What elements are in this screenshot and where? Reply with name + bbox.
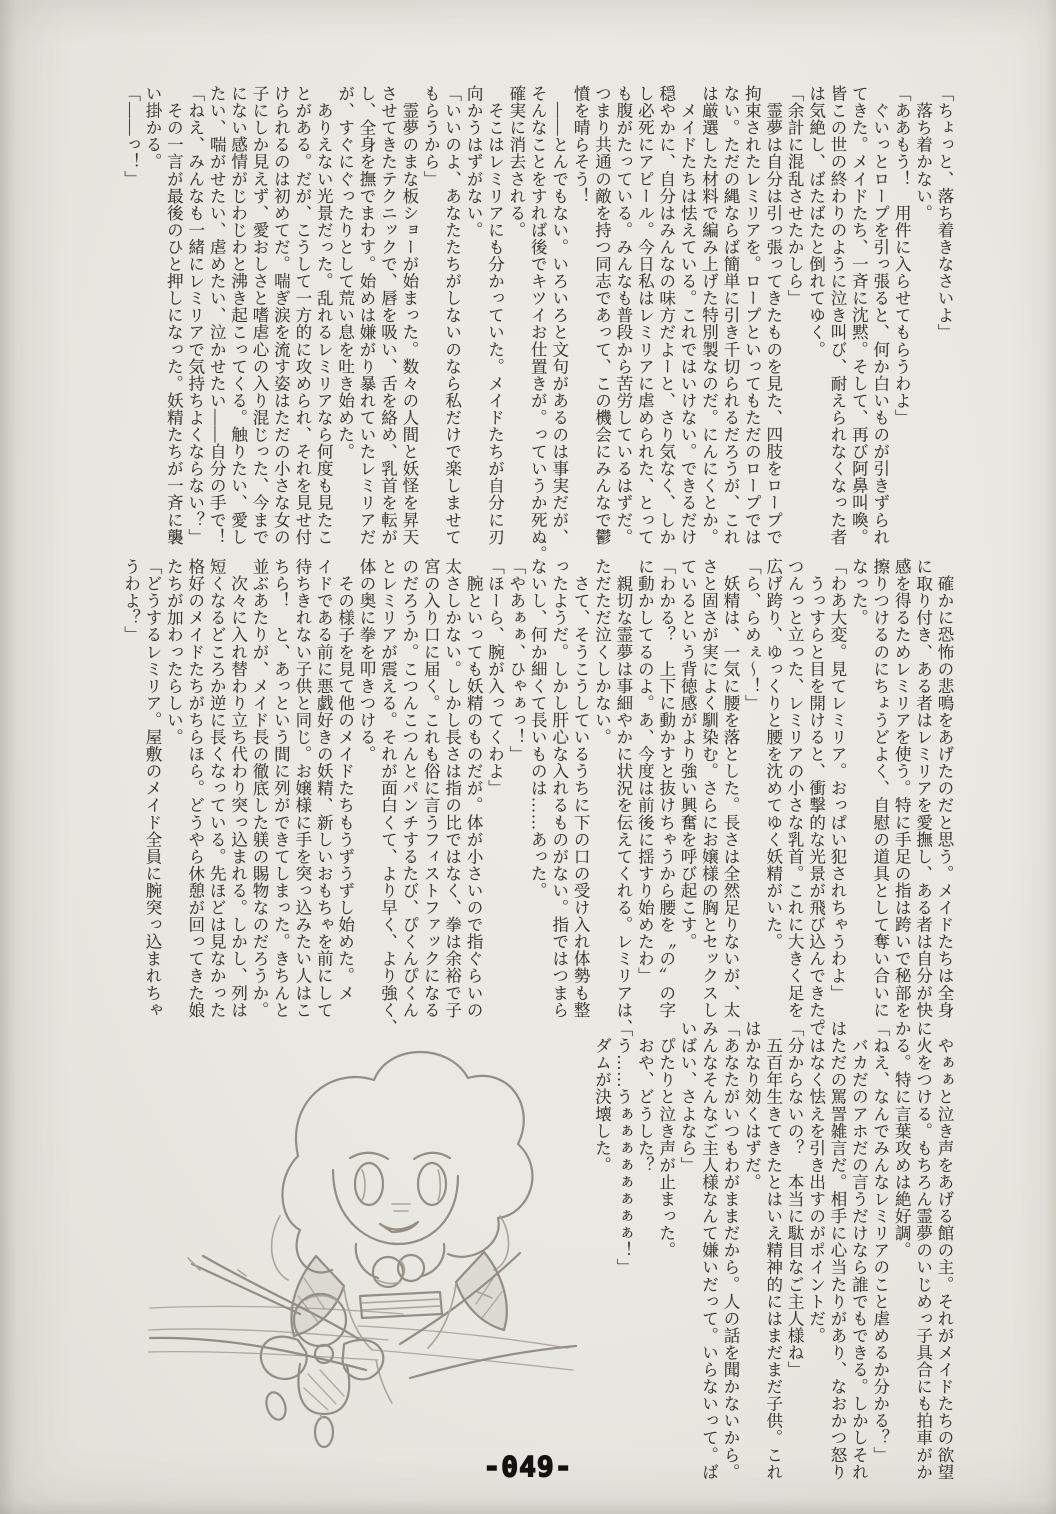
text-column: とレミリアが震える。それが面白くて、より早く、より強く、 — [378, 558, 398, 1036]
text-column: 向かうはずがない。 — [464, 85, 484, 239]
text-column: 「わかる？ 上下に動かすと抜けちゃうから腰を〝の〟の字 — [656, 558, 676, 1019]
text-column: つまり共通の敵を持つ同志であって、この機会にみんなで鬱 — [592, 85, 612, 546]
text-column: 並ぶあたりが、メイド長の徹底した躾の賜物なのだろうか。 — [250, 558, 269, 1019]
text-column: 太さしかない。しかし長さは指の比ではなく、拳は余裕で子 — [442, 558, 462, 1019]
text-column: ちら！ と、あっという間に列ができてしまった。きちんと — [271, 558, 291, 1019]
text-column: ダムが決壊した。 — [592, 1020, 612, 1174]
text-column: 子にしか見えず、愛おしさと嗜虐心の入り混じった、今まで — [250, 85, 269, 546]
text-column: つんっと立った、レミリアの小さな乳首。これに大きく足を — [785, 558, 805, 1019]
text-column: ではなく怯えを引き出すのがポイントだ。 — [806, 1020, 826, 1344]
text-column: さて、そうこうしているうちに下の口の受け入れ体勢も整 — [571, 558, 591, 1019]
text-column: うわよ？」 — [121, 558, 141, 644]
text-column: 「ら、らめぇ～！」 — [742, 558, 762, 712]
text-column: たい、喘がせたい、虐めたい、泣かせたい――自分の手で！ — [207, 85, 227, 546]
text-column: 拘束されたレミリアを。ロープといってもただのロープでは — [742, 85, 762, 546]
text-column: おや、どうした？ — [635, 1020, 655, 1174]
text-column: 霊夢は自分は引っ張ってきたものを見た、四肢をロープで — [763, 85, 783, 546]
text-column: 感を得るためレミリアを使う。特に手足の指は跨いで秘部を — [892, 558, 912, 1019]
text-block-bottom — [591, 1020, 955, 1484]
text-column: にない感情がじわじわと沸き起こってくる。触りたい、愛し — [228, 85, 248, 546]
text-column: けられるのは初めてだ。喘ぎ涙を流す姿はただの小さな女の — [271, 85, 291, 546]
text-column: 「う……うぁぁぁぁぁぁぁぁ！」 — [613, 1020, 633, 1276]
text-column: たちが加わったらしい。 — [164, 558, 184, 746]
text-column: 「どうするレミリア。屋敷のメイド全員に腕突っ込まれちゃ — [142, 558, 162, 1019]
text-column: はただの罵詈雑言だ。相手に心当たりがあり、なおかつ怒り — [827, 1020, 847, 1481]
text-column: イドである前に悪戯好きの妖精、新しいおもちゃを前にして — [314, 558, 334, 1019]
text-column: バカだのアホだの言うだけなら誰でもできる。しかしそれ — [849, 1020, 869, 1481]
text-column: 擦りつけるのにちょうどよく、自慰の道具として奪い合いに — [870, 558, 890, 1019]
text-column: は気絶し、ばたばたと倒れてゆく。 — [806, 85, 826, 358]
text-column: ているという背徳感がより強い興奮を呼び起こす。 — [678, 558, 698, 951]
text-column: が、すぐにぐったりとして荒い息を吐き始めた。 — [335, 85, 355, 461]
text-column: やぁぁと泣き声をあげる館の主。それがメイドたちの欲望 — [935, 1020, 954, 1481]
text-column: ない。ただの縄ならば簡単に引き千切られるだろうが、これ — [720, 85, 740, 546]
text-column: メイドたちは怯えている。これではいけない。できるだけ — [678, 85, 698, 546]
text-column: 「やあぁぁ、ひゃぁっ！」 — [506, 558, 526, 763]
text-column: ――とんでもない。いろいろと文句があるのは事実だが、 — [549, 85, 569, 546]
text-column: 穏やかに、自分はみんなの味方だよーと、さり気なく、しか — [656, 85, 676, 546]
text-column: もらうから」 — [421, 85, 441, 188]
text-column: 次々に入れ替わり立ち代わり突っ込まれる。しかし、列は — [228, 558, 248, 1019]
text-column: 落ち着かない。 — [913, 85, 933, 222]
text-column: 宮の入り口に届く。これも俗に言うフィストファックになる — [421, 558, 441, 1019]
text-column: 「わあ大変。見てレミリア。おっぱい犯されちゃうわよ」 — [827, 558, 847, 1002]
text-column: かる。特に言葉攻めは絶好調。 — [892, 1020, 912, 1259]
text-column: のだろうか。こつんこつんとパンチするたび、ぴくんぴくん — [399, 558, 419, 1019]
text-column: し必死にアピール。今日私はレミリアに虐められた、とって — [635, 85, 655, 546]
text-column: 「ねえ、みんなも一緒にレミリアで気持ちよくならない？」 — [185, 85, 205, 546]
text-column: 格好のメイドたちがちらほら。どうやら休憩が回ってきた娘 — [185, 558, 205, 1019]
text-column: てきた。メイドたち、一斉に沈黙。そして、再び阿鼻叫喚。 — [849, 85, 869, 546]
text-column: 「ああもう！ 用件に入らせてもらうわよ」 — [892, 85, 912, 426]
text-column: ぐいっとロープを引っ張ると、何か白いものが引きずられ — [870, 85, 890, 546]
text-column: 「ほーら、腕が入ってくわよ」 — [485, 558, 505, 797]
text-column: 腕といっても妖精のものだが。体が小さいので指ぐらいの — [464, 558, 484, 1019]
text-column: なった。 — [849, 558, 869, 627]
text-column: ただただ泣くしかない。 — [592, 558, 612, 746]
text-column: も腹がたっている。みんなも普段から苦労しているはずだ。 — [613, 85, 633, 546]
text-column: そんなことをすれば後でキツイお仕置きが。っていうか死ぬ。 — [528, 85, 548, 563]
text-block-middle — [120, 558, 955, 1036]
text-column: 皆この世の終わりのように泣き叫び、耐えられなくなった者 — [827, 85, 847, 546]
text-column: 「分からないの？ 本当に駄目なご主人様ね」 — [785, 1020, 805, 1379]
text-column: 確かに恐怖の悲鳴をあげたのだと思う。メイドたちは全身 — [935, 558, 954, 1019]
text-column: 「ねえ、なんでみんなレミリアのこと虐めるか分かる？」 — [870, 1020, 890, 1464]
pencil-sketch-illustration — [148, 1008, 578, 1470]
text-column: 短くなるどころか逆に長くなっている。先ほどは見なかった — [207, 558, 227, 1019]
text-column: その様子を見て他のメイドたちもうずうずし始めた。メ — [335, 558, 355, 1002]
text-column: 「あなたがいつもわがままだから。人の話を聞かないから。 — [720, 1020, 740, 1481]
text-column: 「――っ！」 — [121, 85, 141, 188]
text-column: 五百年生きてきたとはいえ精神的にはまだまだ子供。これ — [763, 1020, 783, 1481]
text-block-top — [120, 85, 955, 563]
text-column: さと固さが実によく馴染む。さらにお嬢様の胸とセックスし — [699, 558, 719, 1019]
text-column: 確実に消去される。 — [506, 85, 526, 239]
text-column: とがある。だが、こうして一方的に攻められ、それを見せ付 — [292, 85, 312, 546]
text-column: 待ちきれない子供と同じ。お嬢様に手を突っ込みたい人はこ — [292, 558, 312, 1019]
text-column: 霊夢のまな板ショーが始まった。数々の人間と妖怪を昇天 — [399, 85, 419, 546]
text-column: に取り付き、ある者はレミリアを愛撫し、ある者は自分が快 — [913, 558, 933, 1019]
text-column: その一言が最後のひと押しになった。妖精たちが一斉に襲 — [164, 85, 184, 546]
page-number: -049- — [483, 1450, 573, 1483]
text-column: させてきたテクニックで、唇を吸い、舌を絡め、乳首を転が — [378, 85, 398, 546]
text-column: 「ちょっと、落ち着きなさいよ」 — [935, 85, 954, 341]
text-column: ありえない光景だった。乱れるレミリアなら何度も見たこ — [314, 85, 334, 546]
text-column: 憤を晴らそう！ — [571, 85, 591, 205]
text-column: に火をつける。もちろん霊夢のいじめっ子具合にも拍車がか — [913, 1020, 933, 1481]
text-column: ぴたりと泣き声が止まった。 — [656, 1020, 676, 1259]
text-column: そこはレミリアにも分かっていた。メイドたちが自分に刃 — [485, 85, 505, 546]
text-column: 広げ跨り、ゆっくりと腰を沈めてゆく妖精がいた。 — [763, 558, 783, 951]
text-column: 親切な霊夢は事細やかに状況を伝えてくれる。レミリアは、 — [613, 558, 633, 1036]
text-column: ないし、何か細くて長いものは……あった。 — [528, 558, 548, 899]
text-column: ったようだ。しかし肝心な入れるものがない。指ではつまら — [549, 558, 569, 1019]
text-column: に動かしてるのよ。あ、今度は前後に揺すり始めたわ」 — [635, 558, 655, 985]
text-column: は厳選した材料で編み上げた特別製なのだ。にんにくとか。 — [699, 85, 719, 546]
text-column: いばい、さよなら」 — [678, 1020, 698, 1174]
text-column: 「いいのよ、あなたたちがしないのなら私だけで楽しませて — [442, 85, 462, 546]
text-column: 体の奥に拳を叩きつける。 — [357, 558, 377, 763]
text-column: い掛かる。 — [142, 85, 162, 171]
text-column: うっすらと目を開けると、衝撃的な光景が飛び込んできた。 — [806, 558, 826, 1036]
text-column: 「余計に混乱させたかしら」 — [785, 85, 805, 307]
text-column: みんなそんなご主人様なんて嫌いだって。いらないって。ば — [699, 1020, 719, 1481]
text-column: し、全身を撫でまわす。始めは嫌がり暴れていたレミリアだ — [357, 85, 377, 546]
text-column: 妖精は、一気に腰を落とした。長さは全然足りないが、太 — [720, 558, 740, 1019]
text-column: はかなり効くはずだ。 — [742, 1020, 762, 1191]
